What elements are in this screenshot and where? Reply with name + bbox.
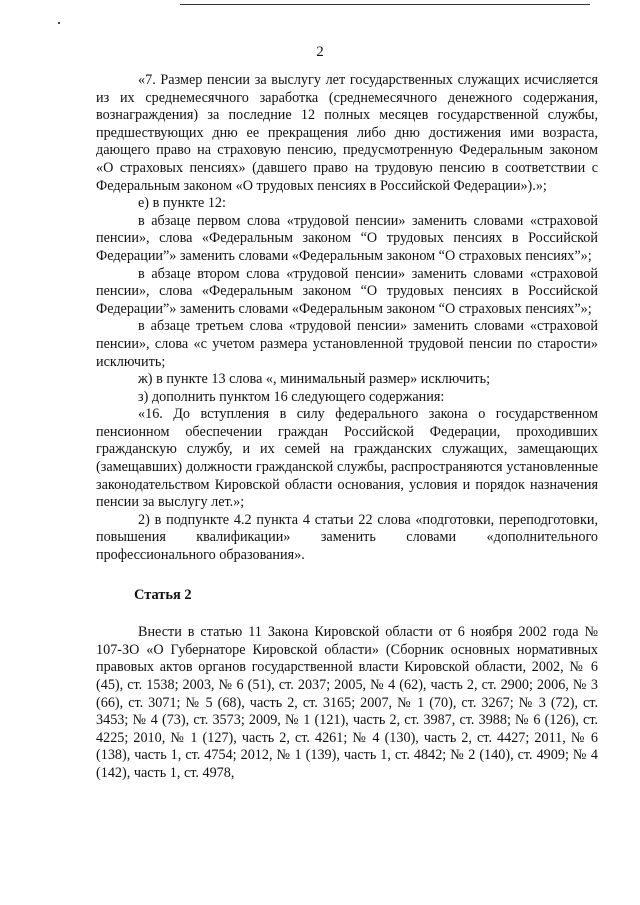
- page-number: 2: [316, 44, 324, 60]
- paragraph-point-16: «16. До вступления в силу федерального закона о государственном пенсионном обеспечении граждан Российской Федерации, проходивших гражданскую службу, и их семей на гражданских служащих, замещающих (замещавших) должности гражданской службы, распространяются установленные законодательством Кировской области основания, условия и порядок назначения пенсии за выслугу лет.»;: [96, 406, 598, 511]
- paragraph-subpoint-4-2: 2) в подпункте 4.2 пункта 4 статьи 22 слова «подготовки, переподготовки, повышения квалификации» заменить словами «дополнительного профессионального образования».: [96, 511, 598, 564]
- scan-speck: [58, 22, 60, 24]
- paragraph-item-e: е) в пункте 12:: [138, 195, 226, 212]
- paragraph-second-abzac: в абзаце втором слова «трудовой пенсии» заменить словами «страховой пенсии», слова «Федеральным законом “О трудовых пенсиях в Российской Федерации”» заменить словами «Федеральным законом “О страховых пенсиях”»;: [96, 265, 598, 317]
- document-body: [96, 72, 598, 783]
- paragraph-item-zh: ж) в пункте 13 слова «, минимальный размер» исключить;: [138, 371, 491, 388]
- paragraph-pension-size: «7. Размер пенсии за выслугу лет государственных служащих исчисляется из их среднемесячного заработка (среднемесячного денежного содержания, вознаграждения) за последние 12 полных месяцев государственной службы, предшествующих дню ее прекращения либо дню достижения ими возраста, дающего право на страховую пенсию, предусмотренную Федеральным законом «О страховых пенсиях» (давшего право на трудовую пенсию в соответствии с Федеральным законом «О трудовых пенсиях в Российской Федерации»).»;: [96, 72, 598, 194]
- paragraph-first-abzac: в абзаце первом слова «трудовой пенсии» заменить словами «страховой пенсии», слова «Федеральным законом “О трудовых пенсиях в Российской Федерации”» заменить словами «Федеральным законом “О страховых пенсиях”»;: [96, 212, 598, 264]
- paragraph-third-abzac: в абзаце третьем слова «трудовой пенсии» заменить словами «страховой пенсии», слова «с учетом размера установленной трудовой пенсии по старости» исключить;: [96, 318, 598, 370]
- scan-edge-line: [180, 4, 590, 5]
- article-text: Внести в статью 11 Закона Кировской области от 6 ноября 2002 года № 107-ЗО «О Губернаторе Кировской области» (Сборник основных нормативных правовых актов органов государственной власти Кировской области, 2002, № 6 (45), ст. 1538; 2003, № 6 (51), ст. 2037; 2005, № 4 (62), часть 2, ст. 2900; 2006, № 3 (66), ст. 3071; № 5 (68), часть 2, ст. 3165; 2007, № 1 (70), ст. 3267; № 3 (72), ст. 3453; № 4 (73), ст. 3573; 2009, № 1 (121), часть 2, ст. 3987, ст. 3988; № 6 (126), ст. 4225; 2010, № 1 (127), часть 2, ст. 4261; № 4 (130), часть 2, ст. 4427; 2011, № 6 (138), часть 1, ст. 4754; 2012, № 1 (139), часть 1, ст. 4842; № 2 (140), ст. 4909; № 4 (142), часть 1, ст. 4978,: [96, 624, 598, 781]
- paragraph-item-z: з) дополнить пунктом 16 следующего содержания:: [138, 388, 445, 405]
- article-heading: Статья 2: [134, 586, 192, 603]
